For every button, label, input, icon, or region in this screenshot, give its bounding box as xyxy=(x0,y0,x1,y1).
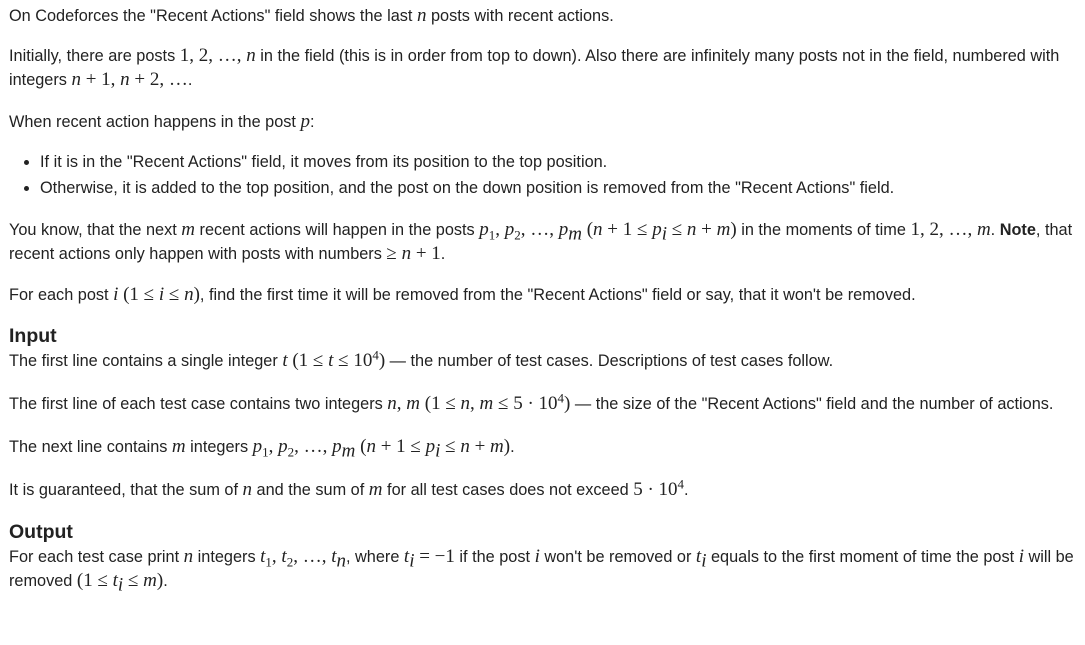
paragraph-initial-posts: Initially, there are posts 1, 2, …, n in the field (this is in order from top to down). Also there are infinitely many posts not in the field, numbered with integers n + 1, n + 2, …. xyxy=(9,45,1060,90)
input-heading: Input xyxy=(9,325,57,347)
paragraph-task: For each post i (1 ≤ i ≤ n), find the first time it will be removed from the "Recent Actions" field or say, that it won't be removed. xyxy=(9,284,916,305)
note-label: Note xyxy=(999,221,1036,239)
rules-list xyxy=(9,149,1076,201)
list-item: • If it is in the "Recent Actions" field, it moves from its position to the top position. xyxy=(40,149,1076,175)
paragraph-input-p: The next line contains m integers $p_1$, $p_2$, …, $p_m$ $(n + 1 \le p_i \le n + m)$. xyxy=(9,436,515,462)
paragraph-intro: On Codeforces the "Recent Actions" field shows the last n posts with recent actions. xyxy=(9,5,614,26)
paragraph-output: For each test case print n integers $t_1$, $t_2$, …, $t_n$, where $t_i = -1$ if the post i won't be removed or $t_i$ equals to the first moment of time the post i will be removed $(1 \le t_i \le m)$. xyxy=(9,546,1074,596)
output-heading: Output xyxy=(9,521,73,543)
paragraph-guarantee: It is guaranteed, that the sum of n and the sum of m for all test cases does not exceed $5 \cdot 10^4$. xyxy=(9,476,689,500)
paragraph-input-nm: The first line of each test case contains two integers n, m (1 ≤ n, $m \le 5 \cdot 10^4$) — the size of the "Recent Actions" field and the number of actions. xyxy=(9,390,1054,414)
list-item: • Otherwise, it is added to the top position, and the post on the down position is removed from the "Recent Actions" field. xyxy=(40,175,1076,201)
paragraph-next-actions: You know, that the next m recent actions will happen in the posts $p_1$, $p_2$, …, $p_m$ $(n + 1 \le p_i \le n + m)$ in the moments of time 1, 2, …, m. Note, that recent actions only happen with posts with numbers ≥ n + 1. xyxy=(9,219,1073,264)
paragraph-input-t: The first line contains a single integer t $(1 \le t \le 10^4)$ — the number of test cases. Descriptions of test cases follow. xyxy=(9,347,834,371)
paragraph-recent-action: When recent action happens in the post p: xyxy=(9,111,315,132)
